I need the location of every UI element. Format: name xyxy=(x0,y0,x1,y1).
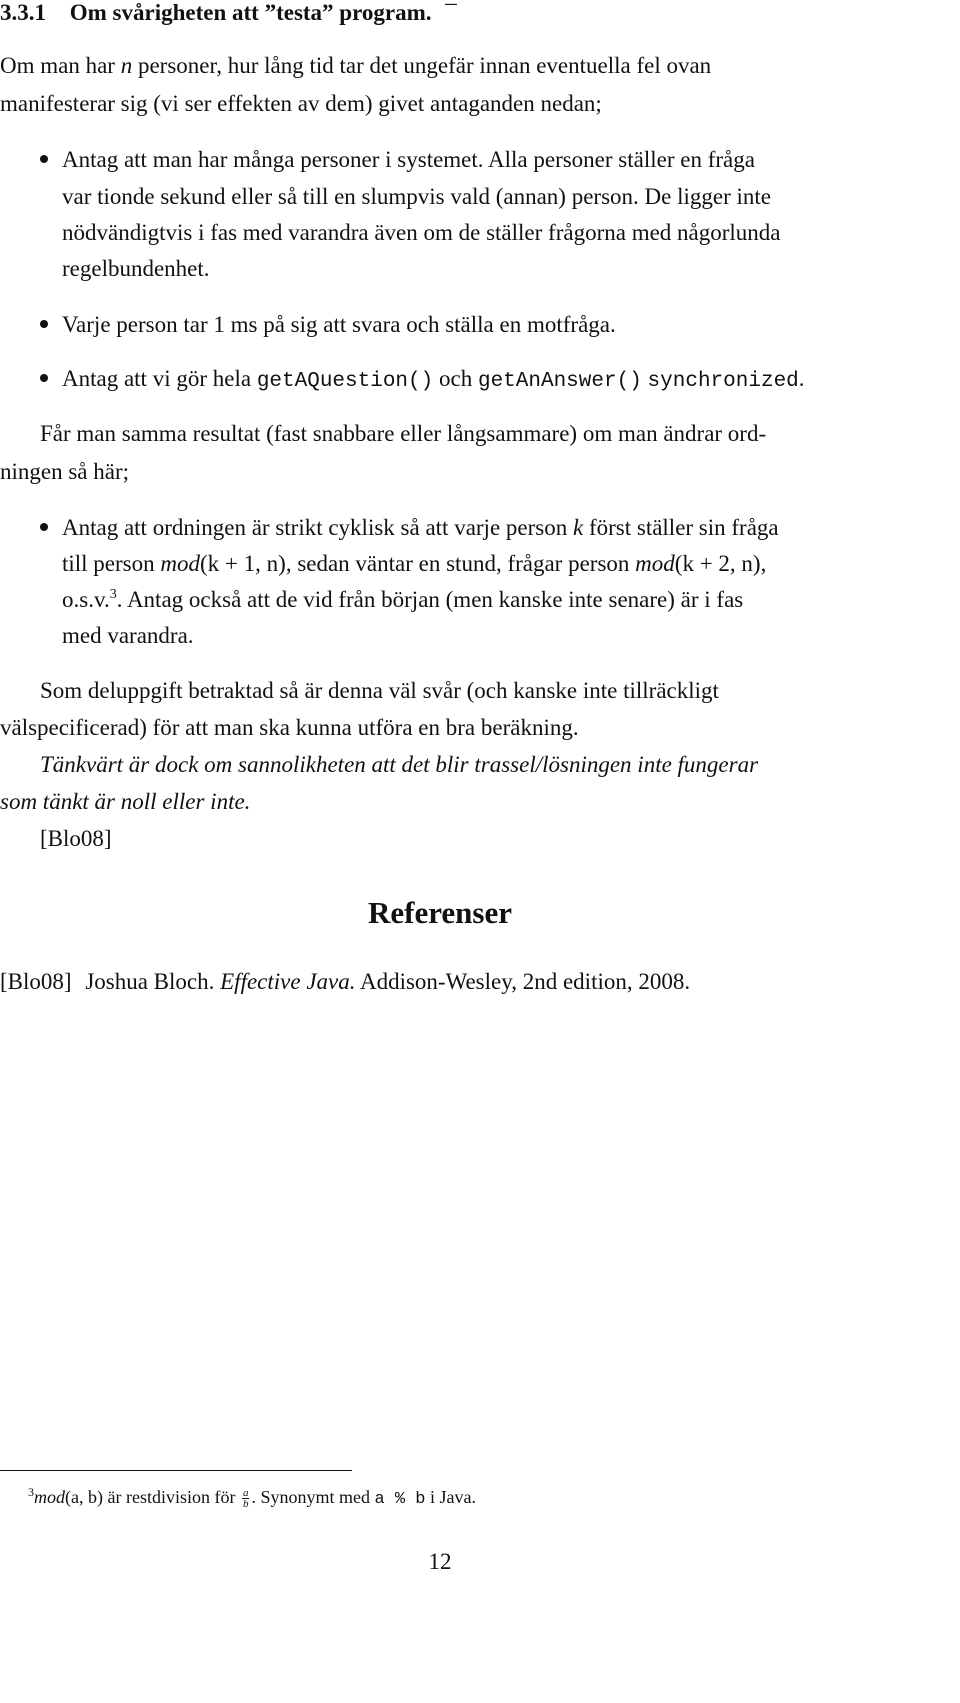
citation-link[interactable]: [Blo08] xyxy=(40,826,112,851)
reference-key: [Blo08] xyxy=(0,969,72,994)
cyclic-text: , xyxy=(760,551,767,576)
thought-line-2: som tänkt är noll eller inte. xyxy=(0,789,251,814)
question-line-1: Får man samma resultat (fast snabbare eller långsammare) om man ändrar ord- xyxy=(40,421,767,446)
math-mod-args: (k + 1, n) xyxy=(200,551,286,576)
footnote xyxy=(28,1487,476,1509)
footnote-text: i Java. xyxy=(425,1487,476,1507)
subtask-line-2: välspecificerad) för att man ska kunna utföra en bra beräkning. xyxy=(0,715,579,740)
assumption-1-line-1: Antag att man har många personer i systemet. Alla personer ställer en fråga xyxy=(62,147,755,172)
cyclic-line-1 xyxy=(62,508,779,547)
math-mod: mod xyxy=(34,1487,65,1507)
bullet-icon xyxy=(40,320,48,328)
code-getaquestion: getAQuestion() xyxy=(256,370,434,393)
section-title-mark: – xyxy=(445,0,457,15)
reference-author: Joshua Bloch. xyxy=(85,969,215,994)
footnote-text: . Synonymt med xyxy=(251,1487,375,1507)
fraction-denominator: b xyxy=(242,1498,249,1511)
subtask-line-1: Som deluppgift betraktad så är denna väl svår (och kanske inte tillräckligt xyxy=(40,678,719,703)
footnote-mark: 3 xyxy=(28,1485,34,1499)
cyclic-text: först ställer sin fråga xyxy=(583,515,779,540)
math-args: (a, b) xyxy=(65,1487,103,1507)
assumption-1-line-4: regelbundenhet. xyxy=(62,256,210,281)
intro-line-2: manifesterar sig (vi ser effekten av dem) givet antaganden nedan; xyxy=(0,91,602,116)
bullet-icon xyxy=(40,523,48,531)
footnote-ref[interactable]: 3 xyxy=(109,587,117,602)
cyclic-text: Antag att ordningen är strikt cyklisk så att varje person xyxy=(62,515,573,540)
variable-k: k xyxy=(572,515,584,540)
code-modulo: a % b xyxy=(374,1490,426,1509)
assumption-1-line-2: var tionde sekund eller så till en slumpvis vald (annan) person. De ligger inte xyxy=(62,184,771,209)
assumption-3-text: Antag att vi gör hela xyxy=(62,366,257,391)
bullet-icon xyxy=(40,155,48,163)
cyclic-text: o.s.v. xyxy=(62,587,110,612)
math-mod: mod xyxy=(635,551,675,576)
intro-variable-n: n xyxy=(120,53,133,78)
assumption-1-line-3: nödvändigtvis i fas med varandra även om de ställer frågorna med någorlunda xyxy=(62,220,781,245)
section-heading xyxy=(0,0,457,26)
cyclic-line-2 xyxy=(62,544,766,583)
reference-title: Effective Java. xyxy=(220,969,356,994)
math-mod: mod xyxy=(160,551,201,576)
reference-entry xyxy=(0,962,690,1001)
cyclic-text: , sedan väntar en stund, frågar person xyxy=(285,551,636,576)
assumption-3-text: och xyxy=(433,366,478,391)
footnote-rule xyxy=(0,1470,352,1471)
cyclic-line-4: med varandra. xyxy=(62,623,194,648)
cyclic-text: till person xyxy=(62,551,161,576)
fraction xyxy=(242,1488,250,1509)
intro-text: Om man har xyxy=(0,53,121,78)
assumption-3 xyxy=(62,359,805,401)
cyclic-text: . Antag också att de vid från början (men kanske inte senare) är i fas xyxy=(116,587,744,612)
thought-line-1: Tänkvärt är dock om sannolikheten att det blir trassel/lösningen inte fungerar xyxy=(40,752,759,777)
bullet-icon xyxy=(40,374,48,382)
assumption-2: Varje person tar 1 ms på sig att svara och ställa en motfråga. xyxy=(62,312,616,337)
intro-text: personer, hur lång tid tar det ungefär innan eventuella fel ovan xyxy=(132,53,712,78)
fraction-numerator: a xyxy=(242,1487,249,1500)
page-number: 12 xyxy=(428,1549,452,1574)
question-line-2: ningen så här; xyxy=(0,459,130,484)
section-number: 3.3.1 xyxy=(0,0,46,25)
footnote-text: är restdivision för xyxy=(102,1487,240,1507)
assumption-3-text: . xyxy=(798,366,805,391)
intro-line-1 xyxy=(0,46,711,85)
math-mod-args: (k + 2, n) xyxy=(674,551,761,576)
code-getananswer: getAnAnswer() xyxy=(477,370,642,393)
section-title: Om svårigheten att ”testa” program. xyxy=(69,0,432,25)
code-synchronized: synchronized xyxy=(647,370,799,393)
references-heading: Referenser xyxy=(367,895,512,930)
reference-publisher: Addison-Wesley, 2nd edition, 2008. xyxy=(359,969,691,994)
